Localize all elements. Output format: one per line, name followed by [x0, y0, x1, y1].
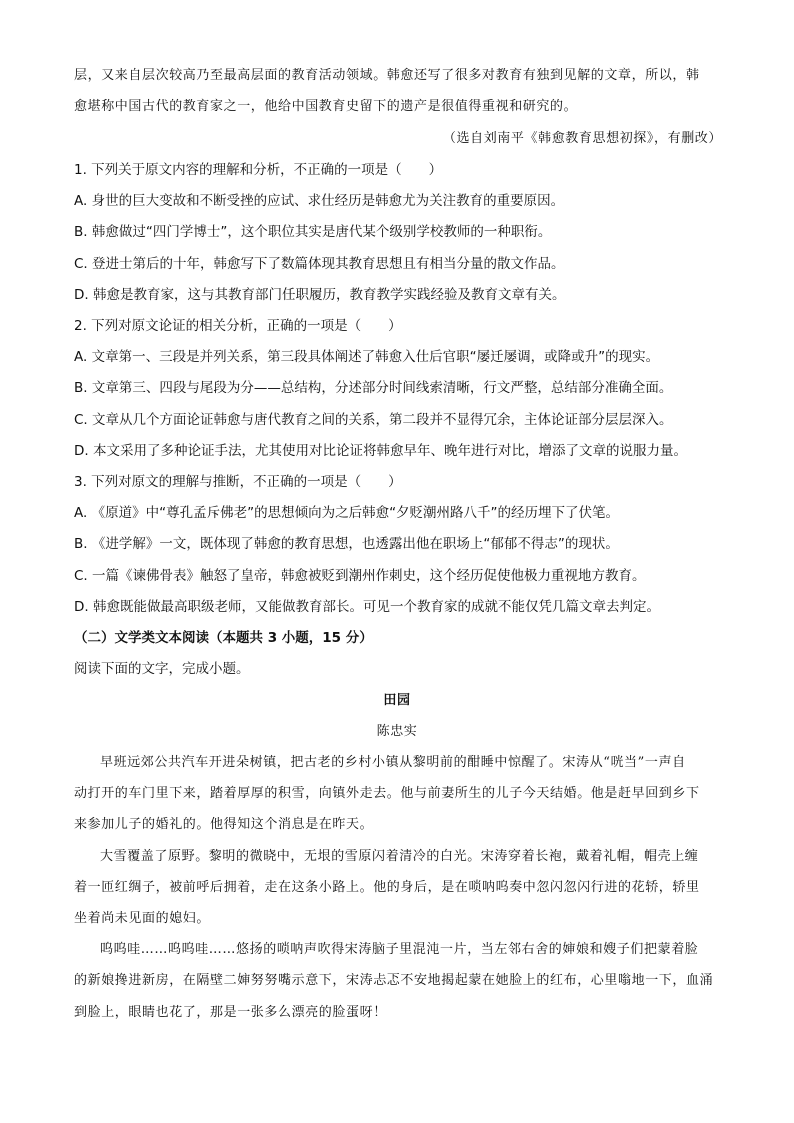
story-title: 田园: [383, 693, 411, 708]
story-paragraph-2-line-1: 大雪覆盖了原野。黎明的微晓中，无垠的雪原闪着清冷的白光。宋涛穿着长袍，戴着礼帽，帽壳上缠: [100, 849, 699, 864]
question-1-option-b: B. 韩愈做过“四门学博士”，这个职位其实是唐代某个级别学校教师的一种职衔。: [74, 224, 552, 240]
passage-tail-line-2: 愈堪称中国古代的教育家之一，他给中国教育史留下的遗产是很值得重视和研究的。: [74, 99, 578, 114]
story-paragraph-1-line-3: 来参加儿子的婚礼的。他得知这个消息是在昨天。: [74, 817, 374, 832]
question-1-stem: 1. 下列关于原文内容的理解和分析，不正确的一项是（ ）: [74, 162, 443, 178]
story-paragraph-3-line-2: 的新娘搀进新房，在隔壁二婶努努嘴示意下，宋涛忐忑不安地揭起蒙在她脸上的红布，心里嗡地一下，血涌: [74, 973, 714, 988]
story-paragraph-2-line-2: 着一匝红绸子，被前呼后拥着，走在这条小路上。他的身后，是在唢呐呜奏中忽闪忽闪行进的花轿，轿里: [74, 880, 700, 895]
passage-source: （选自刘南平《韩愈教育思想初探》，有删改）: [442, 131, 722, 146]
question-2-option-d: D. 本文采用了多种论证手法，尤其使用对比论证将韩愈早年、晚年进行对比，增添了文章的说服力量。: [74, 443, 687, 459]
question-2-stem: 2. 下列对原文论证的相关分析，正确的一项是（ ）: [74, 318, 402, 334]
question-1-option-a: A. 身世的巨大变故和不断受挫的应试、求仕经历是韩愈尤为关注教育的重要原因。: [74, 193, 565, 209]
section-2-instruction: 阅读下面的文字，完成小题。: [74, 661, 250, 677]
question-3-option-c: C. 一篇《谏佛骨表》触怒了皇帝，韩愈被贬到潮州作刺史，这个经历促使他极力重视地方教育。: [74, 568, 646, 584]
question-2-option-b: B. 文章第三、四段与尾段为分——总结构，分述部分时间线索清晰，行文严整，总结部分准确全面。: [74, 380, 673, 396]
question-3-option-b: B. 《进学解》一文，既体现了韩愈的教育思想，也透露出他在职场上“郁郁不得志”的现状。: [74, 536, 619, 552]
question-2-option-a: A. 文章第一、三段是并列关系，第三段具体阐述了韩愈入仕后官职“屡迁屡调，或降或升”的现实。: [74, 349, 660, 365]
question-3-option-d: D. 韩愈既能做最高职级老师，又能做教育部长。可见一个教育家的成就不能仅凭几篇文章去判定。: [74, 599, 660, 615]
question-1-option-c: C. 登进士第后的十年，韩愈写下了数篇体现其教育思想且有相当分量的散文作品。: [74, 256, 565, 272]
passage-tail-line-1: 层，又来自层次较高乃至最高层面的教育活动领域。韩愈还写了很多对教育有独到见解的文章，所以，韩: [74, 68, 700, 83]
question-1-option-d: D. 韩愈是教育家，这与其教育部门任职履历，教育教学实践经验及教育文章有关。: [74, 287, 566, 303]
question-3-option-a: A. 《原道》中“尊孔孟斥佛老”的思想倾向为之后韩愈“夕贬潮州路八千”的经历埋下了伏笔。: [74, 505, 620, 521]
story-paragraph-2-line-3: 坐着尚未见面的媳妇。: [74, 911, 211, 926]
section-2-heading: （二）文学类文本阅读（本题共 3 小题，15 分）: [74, 630, 373, 646]
story-author: 陈忠实: [376, 724, 418, 739]
question-3-stem: 3. 下列对原文的理解与推断，不正确的一项是（ ）: [74, 474, 402, 490]
story-paragraph-1-line-1: 早班远郊公共汽车开进朵树镇，把古老的乡村小镇从黎明前的酣睡中惊醒了。宋涛从“咣当”一声自: [100, 755, 686, 770]
question-2-option-c: C. 文章从几个方面论证韩愈与唐代教育之间的关系，第二段并不显得冗余，主体论证部分层层深入。: [74, 412, 673, 428]
story-paragraph-1-line-2: 动打开的车门里下来，踏着厚厚的积雪，向镇外走去。他与前妻所生的儿子今天结婚。他是赶早回到乡下: [74, 786, 700, 801]
story-paragraph-3-line-3: 到脸上，眼睛也花了，那是一张多么漂亮的脸蛋呀！: [74, 1005, 387, 1020]
story-paragraph-3-line-1: 呜呜哇……呜呜哇……悠扬的唢呐声吹得宋涛脑子里混沌一片，当左邻右舍的婶娘和嫂子们把蒙着脸: [100, 942, 699, 957]
